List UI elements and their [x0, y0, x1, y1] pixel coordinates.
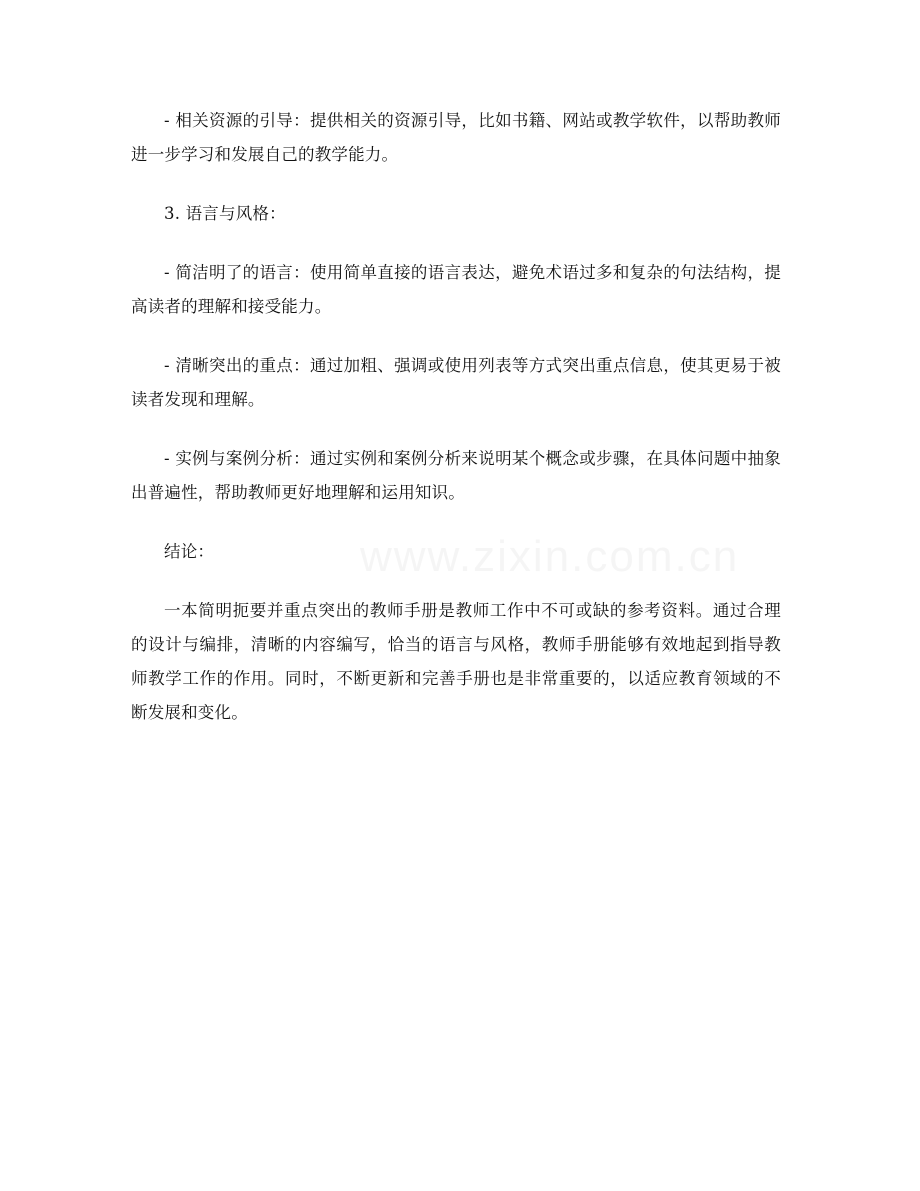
section-heading-language-style: 3. 语言与风格：	[164, 204, 286, 223]
watermark-text: www.zixin.com.cn	[360, 532, 740, 581]
paragraph-resource-guidance: - 相关资源的引导：提供相关的资源引导，比如书籍、网站或教学软件，以帮助教师进一步学习和发展自己的教学能力。	[131, 111, 781, 164]
paragraph-case-analysis: - 实例与案例分析：通过实例和案例分析来说明某个概念或步骤，在具体问题中抽象出普遍性，帮助教师更好地理解和运用知识。	[131, 449, 781, 502]
paragraph-concise-language: - 简洁明了的语言：使用简单直接的语言表达，避免术语过多和复杂的句法结构，提高读者的理解和接受能力。	[131, 263, 781, 316]
paragraph-clear-emphasis: - 清晰突出的重点：通过加粗、强调或使用列表等方式突出重点信息，使其更易于被读者发现和理解。	[131, 356, 781, 409]
paragraph-conclusion: 一本简明扼要并重点突出的教师手册是教师工作中不可或缺的参考资料。通过合理的设计与编排，清晰的内容编写，恰当的语言与风格，教师手册能够有效地起到指导教师教学工作的作用。同时，不断更新和完善手册也是非常重要的，以适应教育领域的不断发展和变化。	[131, 601, 781, 722]
document-body	[131, 104, 781, 755]
conclusion-heading: 结论：	[164, 542, 215, 561]
